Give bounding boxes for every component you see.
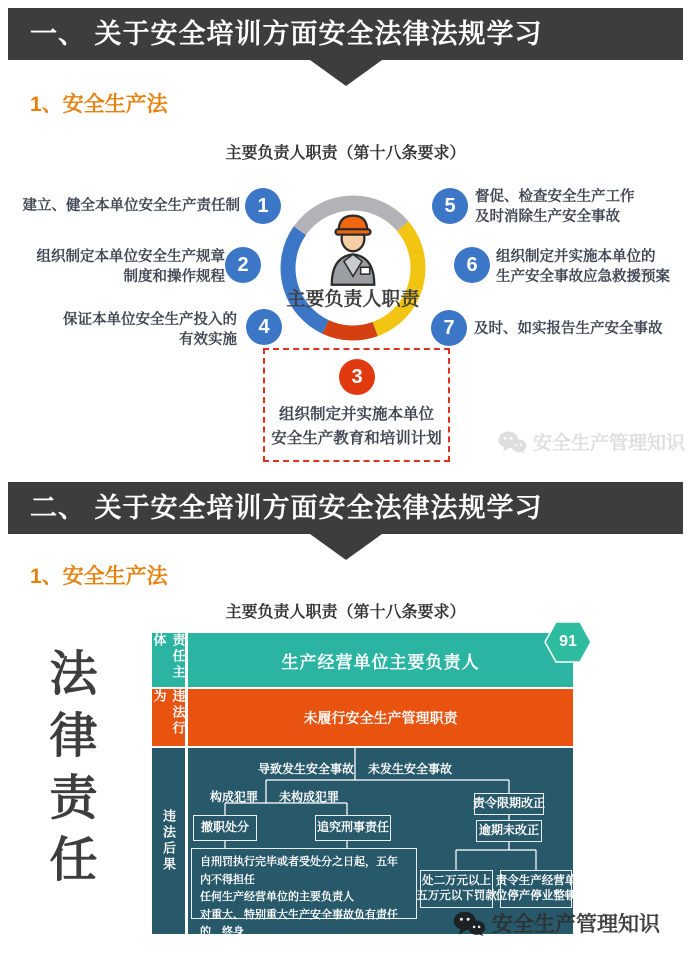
section2-subtitle: 1、安全生产法 (30, 565, 168, 588)
ring-center-label: 主要负责人职责 (286, 289, 420, 310)
watermark-text: 安全生产管理知识 (533, 433, 686, 454)
watermark-section1 (497, 428, 685, 455)
flow-box-employment-ban: 自刑罚执行完毕或者受处分之日起，五年内不得担任 任何生产经营单位的主要负责人 对重大、特别重大生产安全事故负有责任的，终身 不得担任本行业生产经营单位的主要负责 (191, 848, 417, 919)
watermark-text: 安全生产管理知识 (492, 913, 660, 936)
table-label-consequence: 违法后果 (152, 748, 185, 934)
section2-title: 二、 关于安全培训方面安全法律法规学习 (30, 493, 543, 523)
duty-badge-5: 5 (432, 188, 468, 224)
legal-liability-side-label: 法律责任 (42, 648, 95, 896)
table-row-subject: 生产经营单位主要负责人 (188, 633, 573, 687)
duty-text-7: 及时、如实报告生产安全事故 (474, 321, 663, 337)
section1-subtitle: 1、安全生产法 (30, 93, 168, 116)
flow-box-overdue: 逾期未改正 (476, 820, 542, 842)
flow-box-shutdown: 责令生产经营单 位停产停业整顿 (500, 870, 572, 908)
duty-badge-7: 7 (431, 310, 467, 346)
flow-label-no-crime: 未构成犯罪 (279, 790, 340, 804)
section1-header-pointer (310, 60, 382, 86)
section1-diagram-title: 主要负责人职责（第十八条要求） (225, 145, 466, 162)
duty-badge-2: 2 (225, 247, 261, 283)
table-label-subject: 责任主体 (152, 633, 185, 687)
flow-box-fine: 处二万元以上 五万元以下罚款 (420, 870, 493, 908)
duty-text-3: 组织制定并实施本单位 安全生产教育和培训计划 (271, 406, 442, 448)
table-label-violation: 违法行为 (152, 689, 185, 746)
flow-box-criminal-liability: 追究刑事责任 (315, 815, 391, 841)
duty-badge-1: 1 (245, 188, 281, 224)
duty-badge-3: 3 (339, 359, 375, 395)
slide-number: 91 (559, 633, 577, 650)
section1-header-bar (8, 8, 683, 60)
watermark-section2 (452, 908, 660, 938)
table-row-violation: 未履行安全生产管理职责 (188, 689, 573, 746)
section2-diagram-title: 主要负责人职责（第十八条要求） (225, 604, 466, 621)
ring-segment-red (326, 327, 376, 333)
duty-badge-6: 6 (454, 247, 490, 283)
flow-box-rectify: 责令限期改正 (474, 793, 544, 815)
section2-header-bar (8, 482, 683, 534)
wechat-icon (452, 910, 486, 937)
section2-header-pointer (310, 534, 382, 560)
duty-text-4: 保证本单位安全生产投入的 有效实施 (63, 312, 237, 348)
flow-box-dismissal: 撤职处分 (193, 815, 257, 841)
worker-icon (315, 206, 391, 286)
duty-text-2: 组织制定本单位安全生产规章 制度和操作规程 (36, 249, 225, 285)
duty-text-1: 建立、健全本单位安全生产责任制 (22, 198, 240, 214)
flow-label-crime: 构成犯罪 (209, 790, 258, 804)
duty-badge-4: 4 (246, 309, 282, 345)
duty-text-6: 组织制定并实施本单位的 生产安全事故应急救援预案 (496, 249, 670, 285)
duty-text-5: 督促、检查安全生产工作 及时消除生产安全事故 (475, 189, 635, 225)
section1-title: 一、 关于安全培训方面安全法律法规学习 (30, 19, 543, 49)
flow-label-accident: 导致发生安全事故 (257, 762, 354, 776)
wechat-icon (497, 430, 527, 454)
flow-label-no-accident: 未发生安全事故 (368, 762, 453, 776)
